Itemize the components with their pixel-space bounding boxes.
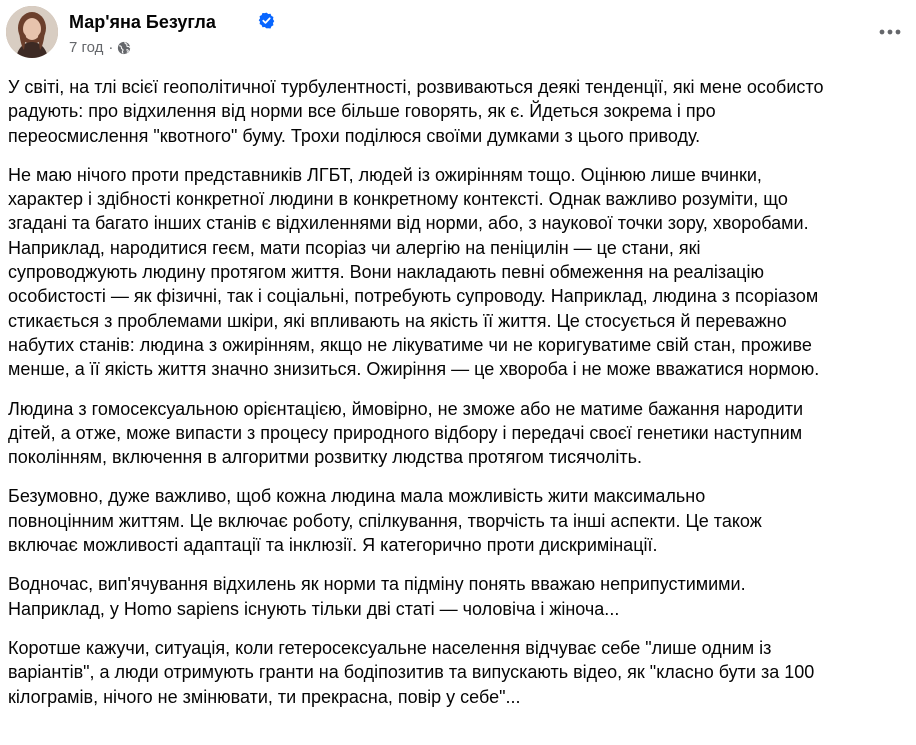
text-line: особистості — як фізичні, так і соціальні, потребують супроводу. Наприклад, людина з псоріазом bbox=[8, 286, 819, 307]
text-line: переосмислення "квотного" буму. Трохи поділюся своїми думками з цього приводу. bbox=[8, 125, 701, 146]
text-line: характер і здібності конкретної людини в конкретному контексті. Однак важливо розуміти, що bbox=[8, 189, 788, 210]
post-paragraph bbox=[8, 75, 913, 148]
user-avatar-icon bbox=[6, 6, 58, 58]
text-line: Безумовно, дуже важливо, щоб кожна людина мала можливість жити максимально bbox=[8, 486, 706, 507]
text-line: Коротше кажучи, ситуація, коли гетеросексуальне населення відчуває себе "лише одним із bbox=[8, 637, 772, 658]
text-line: поколінням, включення в алгоритми розвитку людства протягом тисячоліть. bbox=[8, 447, 643, 468]
post-paragraph bbox=[8, 397, 913, 470]
author-avatar[interactable] bbox=[6, 6, 58, 58]
text-line: Наприклад, у Homo sapiens існують тільки дві статі — чоловіча і жіноча... bbox=[8, 598, 620, 619]
author-name[interactable]: Мар'яна Безугла bbox=[69, 12, 216, 32]
text-line: Наприклад, народитися геєм, мати псоріаз чи алергію на пеніцилін — це стани, які bbox=[8, 237, 701, 258]
text-line: Водночас, вип'ячування відхилень як норми та підміну понять вважаю неприпустимими. bbox=[8, 574, 746, 595]
text-line: У світі, на тлі всієї геополітичної турбулентності, розвиваються деякі тенденції, які мене особисто bbox=[8, 77, 824, 97]
text-line: згадані та багато інших станів є відхиленнями від норми, або, з наукової точки зору, хворобами. bbox=[8, 213, 809, 234]
post-header bbox=[0, 0, 916, 72]
text-line: менше, а її якість життя значно знизиться. Ожиріння — це хвороба і не може вважатися нормою. bbox=[8, 359, 820, 380]
more-horizontal-icon bbox=[879, 29, 901, 35]
text-line: дітей, а отже, може випасти з процесу природного відбору і передачі своєї генетики наступним bbox=[8, 422, 803, 443]
text-line: набутих станів: людина з ожирінням, якщо не лікуватиме чи не коригуватиме свій стан, проживе bbox=[8, 334, 812, 355]
text-line: включає можливості адаптації та інклюзії. Я категорично проти дискримінації. bbox=[8, 535, 658, 556]
text-line: кілограмів, нічого не змінювати, ти прекрасна, повір у себе"... bbox=[8, 686, 521, 707]
globe-icon[interactable] bbox=[117, 41, 131, 55]
meta-separator: · bbox=[108, 39, 114, 56]
text-line: радують: про відхилення від норми все більше говорять, як є. Йдеться зокрема і про bbox=[8, 101, 716, 122]
post-options-button[interactable] bbox=[872, 18, 908, 46]
text-line: супроводжують людину протягом життя. Вони накладають певні обмеження на реалізацію bbox=[8, 262, 764, 283]
verified-badge-icon bbox=[258, 12, 275, 29]
post-meta bbox=[69, 39, 131, 56]
post-paragraph bbox=[8, 636, 913, 709]
text-line: варіантів", а люди отримують гранти на бодіпозитив та випускають відео, як "класно бути за 100 bbox=[8, 662, 815, 683]
post-paragraph bbox=[8, 484, 913, 557]
post-paragraph bbox=[8, 163, 913, 382]
post-text bbox=[8, 75, 913, 724]
post-paragraph bbox=[8, 572, 913, 621]
post-timestamp-link[interactable]: 7 год bbox=[69, 39, 104, 56]
text-line: стикається з проблемами шкіри, які впливають на якість її життя. Це стосується й переважно bbox=[8, 310, 787, 331]
text-line: повноцінним життям. Це включає роботу, спілкування, творчість та інші аспекти. Це також bbox=[8, 510, 762, 531]
text-line: Людина з гомосексуальною орієнтацією, ймовірно, не зможе або не матиме бажання народити bbox=[8, 398, 804, 419]
text-line: Не маю нічого проти представників ЛГБТ, людей із ожирінням тощо. Оцінюю лише вчинки, bbox=[8, 164, 762, 185]
